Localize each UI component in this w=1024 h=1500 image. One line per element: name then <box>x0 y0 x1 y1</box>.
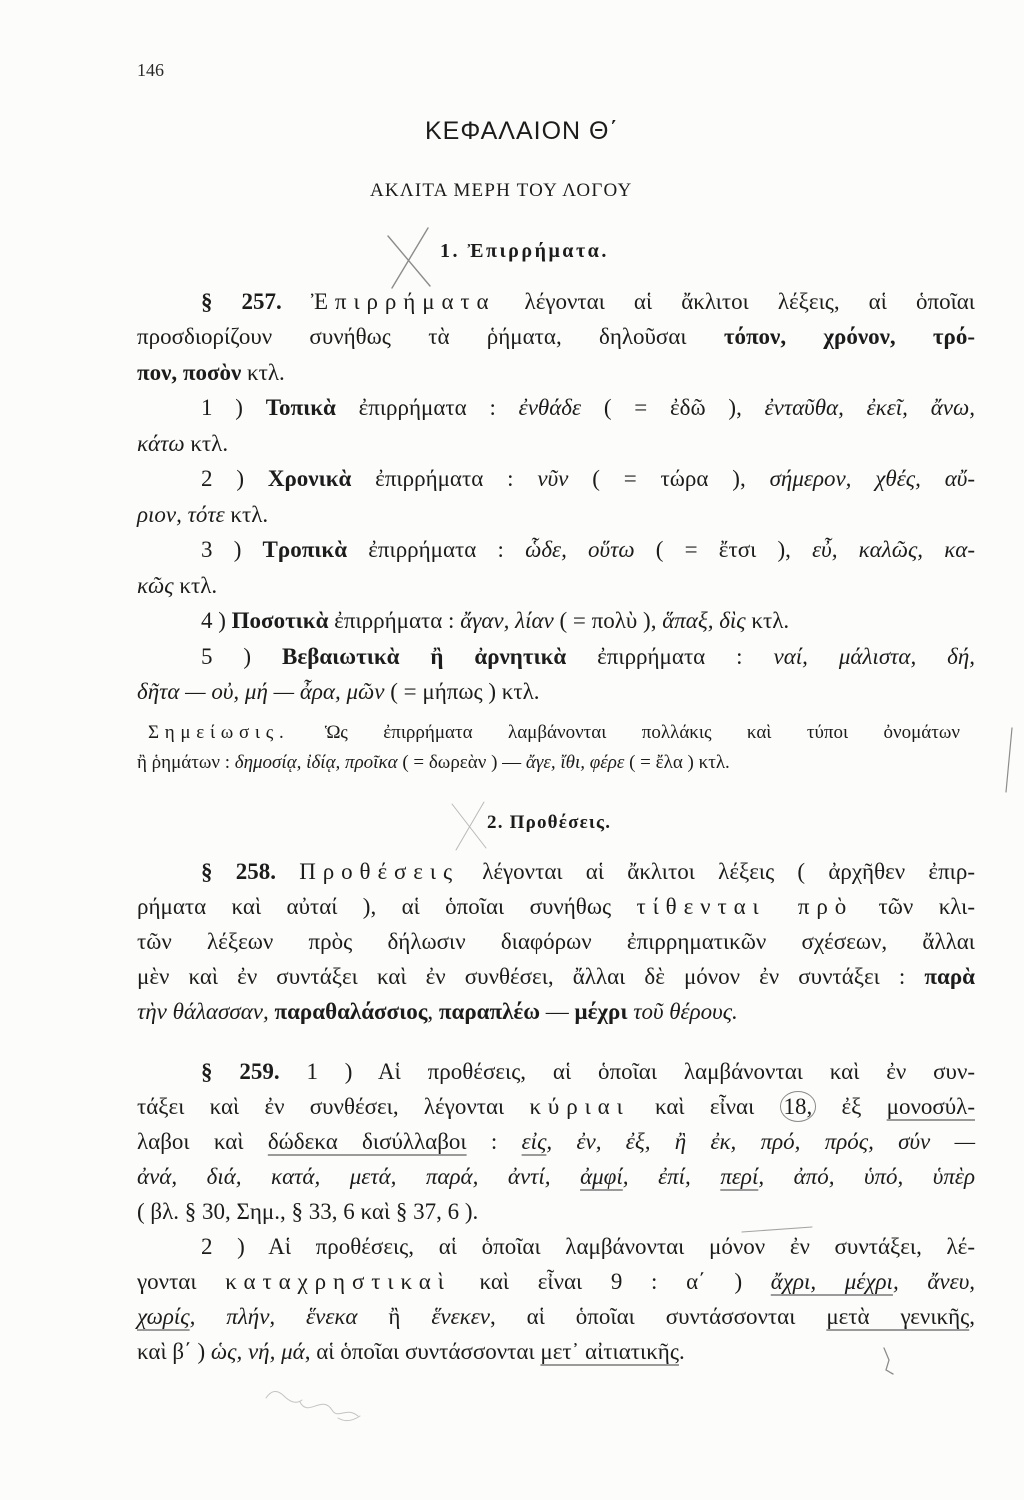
plain-text: , αἱ ὁποῖαι συντάσσονται <box>304 1339 541 1364</box>
paragraph <box>137 603 975 638</box>
text-line <box>137 718 960 748</box>
plain-text: ( βλ. § 30, Σημ., § 33, 6 καὶ § 37, 6 ). <box>137 1199 479 1224</box>
text-line <box>137 1334 975 1369</box>
italic-example: , ἀπό, ὑπό, ὑπὲρ <box>758 1164 975 1189</box>
plain-text: ἐπιρρήματα : <box>566 643 774 669</box>
italic-example: ἅπαξ, δὶς <box>662 608 746 634</box>
plain-text: ( = ἔλα ) κτλ. <box>624 752 730 773</box>
paragraph <box>137 1229 975 1369</box>
plain-text: γονται <box>137 1269 226 1294</box>
italic-example: ριον, τότε <box>137 501 225 527</box>
plain-text: , αἱ ὁποῖαι συντάσσονται <box>490 1304 827 1329</box>
plain-text: τῶν κλι- <box>853 894 976 919</box>
paragraph <box>137 854 975 1029</box>
text-line <box>137 1089 975 1124</box>
plain-text: ( = πολὺ ), <box>553 608 663 634</box>
plain-text: λέγονται αἱ ἄκλιτοι λέξεις, αἱ ὁποῖαι <box>495 289 975 314</box>
plain-text: ἐπιρρήματα : <box>347 537 526 563</box>
italic-example: εἰς <box>521 1129 547 1154</box>
chapter-subtitle: ΑΚΛΙΤΑ ΜΕΡΗ ΤΟΥ ΛΟΓΟΥ <box>370 180 633 201</box>
paragraph-259 <box>137 1054 975 1369</box>
text-line <box>137 461 975 496</box>
plain-text: : <box>466 1129 522 1154</box>
italic-example: , ἐν, ἐξ, ἢ ἐκ, πρό, πρός, σύν — <box>546 1129 976 1154</box>
paragraph <box>137 532 975 603</box>
plain-text: , <box>969 1304 975 1329</box>
bold-term: πον, ποσὸν <box>137 359 242 385</box>
paragraph <box>137 390 975 461</box>
plain-text: ἢ ῥημάτων : <box>137 752 235 773</box>
text-line <box>137 674 975 709</box>
italic-example: τοῦ θέρους. <box>633 999 738 1024</box>
chapter-title: ΚΕΦΑΛΑΙΟΝ Θ΄ <box>425 117 619 145</box>
text-line <box>137 603 975 638</box>
text-line <box>137 924 975 959</box>
italic-example: ναί, μάλιστα, δή, <box>773 643 976 669</box>
italic-example: δῆτα — οὐ, μή — ἆρα, μῶν <box>137 678 385 704</box>
pencil-cross-mark-section-1 <box>388 228 430 288</box>
section-1-note <box>137 718 960 778</box>
italic-example: εὖ, καλῶς, κα- <box>812 537 975 563</box>
underlined-text: μονοσύλ- <box>886 1094 975 1119</box>
italic-example: , ἐπί, <box>622 1164 721 1189</box>
italic-example: ἐνταῦθα, ἐκεῖ, ἄνω, <box>764 395 975 421</box>
paragraph-258 <box>137 854 975 1029</box>
pencil-cross-mark-section-2 <box>452 802 486 850</box>
plain-text: 2 ) <box>201 466 268 492</box>
bold-term: παραθαλάσσιος <box>274 999 428 1024</box>
underlined-text: μετὰ γενικῆς <box>826 1304 970 1329</box>
italic-example: ἄγε, ἴθι, φέρε <box>525 752 625 773</box>
plain-text: ( = τώρα ), <box>568 466 770 492</box>
text-line <box>137 568 975 603</box>
bold-term: Ποσοτικὰ <box>231 608 329 634</box>
text-line <box>137 497 975 532</box>
italic-example: χωρίς <box>137 1304 190 1329</box>
italic-example: , ἄνευ, <box>892 1269 976 1294</box>
bold-term: Τοπικὰ <box>265 395 336 421</box>
circled-number: 18, <box>780 1091 817 1122</box>
paragraph <box>137 1054 975 1229</box>
spaced-emphasis: Προθέσεις <box>299 859 459 884</box>
plain-text: ἐπιρρήματα : <box>335 395 519 421</box>
plain-text: μὲν καὶ ἐν συντάξει καὶ ἐν συνθέσει, ἄλλαι δὲ μόνον ἐν συντάξει : <box>137 964 925 989</box>
paragraph <box>137 718 960 778</box>
underlined-text: δώδεκα δισύλλαβοι <box>267 1129 467 1154</box>
bold-term: § 258. <box>201 859 300 884</box>
plain-text: προσδιορίζουν συνήθως τὰ ῥήματα, δηλοῦσαι <box>137 324 724 350</box>
paragraph <box>137 284 975 390</box>
italic-example: ἄγαν, λίαν <box>460 608 554 634</box>
plain-text: ἐπιρρήματα : <box>328 608 461 634</box>
plain-text: Ὡς ἐπιρρήματα λαμβάνονται πολλάκις καὶ τύποι ὀνομάτων <box>289 722 960 743</box>
bold-term: Χρονικὰ <box>267 466 352 492</box>
plain-text: ἢ <box>357 1304 432 1329</box>
section-heading-prepositions: 2. Προθέσεις. <box>487 812 612 833</box>
plain-text: τῶν λέξεων πρὸς δήλωσιν διαφόρων ἐπιρρηματικῶν σχέσεων, ἄλλαι <box>137 929 975 954</box>
text-line <box>137 1264 975 1299</box>
page-number: 146 <box>137 60 164 80</box>
italic-example: ἄχρι, μέχρι <box>770 1269 893 1294</box>
plain-text: . <box>678 1339 685 1364</box>
plain-text: κτλ. <box>224 501 269 527</box>
text-line <box>137 284 975 319</box>
text-line <box>137 1194 975 1229</box>
text-line <box>137 426 975 461</box>
italic-example: περί <box>720 1164 759 1189</box>
italic-example: ἀνά, διά, κατά, μετά, παρά, ἀντί, <box>137 1164 581 1189</box>
spaced-emphasis: κύριαι <box>529 1094 630 1119</box>
underlined-text: μετ᾽ αἰτιατικῆς <box>540 1339 679 1364</box>
plain-text: καὶ εἶναι 9 : α΄ ) <box>450 1269 771 1294</box>
text-line <box>137 1229 975 1264</box>
bold-term: μέχρι <box>574 999 628 1024</box>
italic-example: ὡς, νή, μά <box>210 1339 305 1364</box>
text-line <box>137 748 960 778</box>
spaced-emphasis: τίθενται πρὸ <box>636 894 854 919</box>
italic-example: σήμερον, χθές, αὔ- <box>769 466 975 492</box>
bold-term: § 259. <box>201 1059 307 1084</box>
italic-example: ἕνεκεν <box>431 1304 490 1329</box>
text-line <box>137 1299 975 1334</box>
bold-term: Βεβαιωτικὰ ἢ ἀρνητικὰ <box>282 643 567 669</box>
plain-text: 4 ) <box>201 608 232 634</box>
plain-text: ( = δωρεὰν ) — <box>397 752 526 773</box>
section-1-body <box>137 284 975 709</box>
plain-text: 3 ) <box>201 537 263 563</box>
italic-example: , πλήν, ἕνεκα <box>189 1304 358 1329</box>
spaced-emphasis: Ἐπιρρήματα <box>310 289 496 314</box>
italic-example: ἐνθάδε <box>518 395 582 421</box>
bold-term: παρὰ <box>924 964 975 989</box>
text-line <box>137 889 975 924</box>
italic-example: ὧδε, οὕτω <box>525 537 635 563</box>
plain-text: ( = ἐδῶ ), <box>581 395 765 421</box>
plain-text: ἐπιρρήματα : <box>351 466 538 492</box>
plain-text: 5 ) <box>201 643 283 669</box>
plain-text: κτλ. <box>241 359 285 385</box>
paragraph <box>137 639 975 710</box>
plain-text: 1 ) Αἱ προθέσεις, αἱ ὁποῖαι λαμβάνονται καὶ ἐν συν- <box>306 1059 975 1084</box>
text-line <box>137 1159 975 1194</box>
section-heading-adverbs: 1. Ἐπιρρήματα. <box>440 240 609 262</box>
plain-text: 2 ) Αἱ προθέσεις, αἱ ὁποῖαι λαμβάνονται μόνον ἐν συντάξει, λέ- <box>201 1234 975 1259</box>
text-line <box>137 355 975 390</box>
pencil-scribble <box>266 1391 360 1420</box>
paragraph <box>137 461 975 532</box>
plain-text: ρήματα καὶ αὐταί ), αἱ ὁποῖαι συνήθως <box>137 894 637 919</box>
bold-term: Τροπικὰ <box>262 537 348 563</box>
plain-text: κτλ. <box>184 430 229 456</box>
text-line <box>137 959 975 994</box>
plain-text: ἐξ <box>816 1094 887 1119</box>
plain-text: — <box>540 999 575 1024</box>
text-line <box>137 1054 975 1089</box>
italic-example: νῦν <box>537 466 569 492</box>
plain-text: καὶ εἶναι <box>629 1094 780 1119</box>
bold-term: § 257. <box>201 289 311 314</box>
plain-text: τάξει καὶ ἐν συνθέσει, λέγονται <box>137 1094 530 1119</box>
text-line <box>137 994 975 1029</box>
text-line <box>137 319 975 354</box>
plain-text: ( = ἔτσι ), <box>634 537 813 563</box>
text-line <box>137 1124 975 1159</box>
plain-text: κτλ. <box>745 608 790 634</box>
bold-term: παραπλέω <box>438 999 541 1024</box>
pencil-margin-line <box>1006 728 1012 792</box>
italic-example: τὴν θάλασσαν, <box>137 999 275 1024</box>
italic-example: κῶς <box>137 572 174 598</box>
bold-term: τόπον, χρόνον, τρό- <box>723 324 975 350</box>
italic-example: ἀμφί <box>580 1164 623 1189</box>
text-line <box>137 532 975 567</box>
text-line <box>137 854 975 889</box>
plain-text: καὶ β΄ ) <box>137 1339 211 1364</box>
plain-text: , <box>427 999 439 1024</box>
italic-example: δημοσίᾳ, ἰδίᾳ, προῖκα <box>234 752 398 773</box>
plain-text: λέγονται αἱ ἄκλιτοι λέξεις ( ἀρχῆθεν ἐπιρ- <box>458 859 976 884</box>
italic-example: κάτω <box>137 430 185 456</box>
plain-text: κτλ. <box>173 572 218 598</box>
plain-text: 1 ) <box>201 395 266 421</box>
text-line <box>137 639 975 674</box>
plain-text: λαβοι καὶ <box>137 1129 268 1154</box>
spaced-emphasis: καταχρηστικαὶ <box>225 1269 451 1294</box>
plain-text: ( = μήπως ) κτλ. <box>384 678 540 704</box>
text-line <box>137 390 975 425</box>
spaced-emphasis: Σημείωσις. <box>148 722 290 743</box>
